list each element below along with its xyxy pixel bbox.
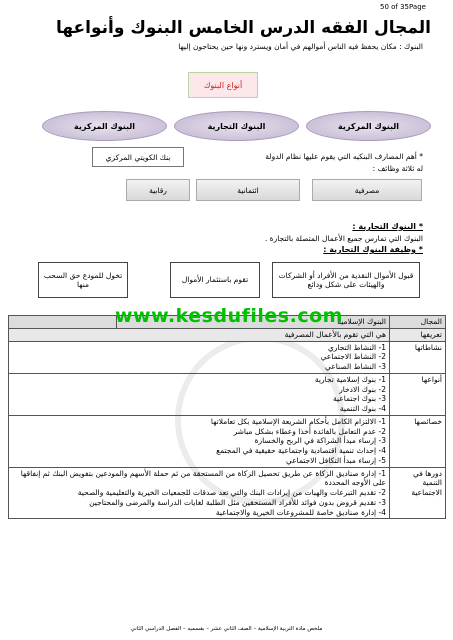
commercial-banks-heading: * البنوك التجارية :	[352, 222, 423, 231]
row-content	[9, 328, 390, 341]
row-line: 3- بنوك اجتماعية	[332, 394, 386, 404]
islamic-banks-table	[8, 315, 446, 519]
row-line: 2- تقديم التبرعات والهبات من إيرادات البنك والتي تعد صدقات للجمعيات الخيرية والتعليمية والصحية	[77, 488, 386, 497]
row-label: نشاطاتها	[390, 341, 446, 373]
commercial-banks-definition: البنوك التي تمارس جميع الأعمال المتصلة بالتجارة .	[264, 234, 423, 243]
table-row	[9, 328, 446, 341]
row-label: دورها في التنمية الاجتماعية	[390, 467, 446, 519]
table-header-islamic-banks: البنوك الإسلامية	[117, 316, 390, 329]
row-label: تعريفها	[390, 328, 446, 341]
row-line: 3- النشاط الصناعي	[325, 362, 386, 371]
row-line: 5- إرساء مبدأ التكافل الاجتماعي	[285, 455, 386, 465]
watermark-url: www.kesdufiles.com	[115, 305, 343, 327]
row-line: 2- عدم التعامل بالفائدة أخذا وعطاء بشكل مباشر	[233, 426, 386, 436]
central-bank-example: بنك الكويتي المركزي	[92, 147, 184, 167]
page-title: المجال الفقه الدرس الخامس البنوك وأنواعها	[55, 18, 431, 38]
row-line: 1- بنوك إسلامية تجارية	[314, 374, 386, 384]
function-credit: ائتمانية	[196, 179, 300, 201]
row-line: هي التي تقوم بالأعمال المصرفية	[284, 329, 386, 339]
table-header-field: المجال	[390, 316, 446, 329]
task-withdrawal: تخول للمودع حق السحب منها	[38, 262, 128, 298]
row-line: 1- إدارة صناديق الزكاة عن طريق تحصيل الزكاة من المستحقة من ثم حملة الأسهم والمودعين بتفويض البنك ثم إنفاقها على الأوجه المحددة	[20, 468, 386, 488]
row-line: 1- الالتزام الكامل بأحكام الشريعة الإسلامية بكل تعاملاتها	[210, 416, 386, 426]
page-number: 50 of 35Page	[380, 3, 426, 11]
function-banking: مصرفية	[312, 179, 422, 201]
row-content	[9, 415, 390, 467]
row-line: 4- بنوك التنمية	[339, 404, 386, 413]
row-content	[9, 373, 390, 415]
row-line: 3- تقديم قروض بدون فوائد للأفراد المستحقين مثل الطلبة لغايات الدراسة والمرضى والمحتاجين	[89, 497, 386, 507]
table-row	[9, 415, 446, 467]
banks-definition: البنوك : مكان يحفظ فيه الناس أموالهم في أمان ويسترد ونها حين يحتاجون إليها	[178, 42, 423, 51]
row-line: 3- إرساء مبدأ الشراكة في الربح والخسارة	[254, 436, 386, 446]
row-line: 2- بنوك الادخار	[339, 384, 386, 394]
functions-intro: له ثلاثة وظائف :	[372, 164, 423, 173]
row-content	[9, 341, 390, 373]
row-content	[9, 467, 390, 519]
ellipse-commercial-banks: البنوك التجارية	[174, 111, 299, 141]
task-investment: تقوم باستثمار الأموال	[170, 262, 260, 298]
commercial-tasks-heading: * وظيفة البنوك التجارية :	[323, 245, 423, 254]
row-line: 4- إدارة صناديق خاصة للمشروعات الخيرية والاجتماعية	[215, 507, 386, 517]
function-oversight: رقابية	[126, 179, 190, 201]
task-deposits: قبول الأموال النقدية من الأفراد أو الشركات والهيئات على شكل ودائع	[272, 262, 420, 298]
table-header-empty	[9, 316, 117, 329]
table-row	[9, 373, 446, 415]
page-footer: ملخص مادة التربية الإسلامية – الصف الثاني عشر – بقسميه – الفصل الدراسي الثاني	[130, 626, 323, 632]
ellipse-central-banks-1: البنوك المركزية	[306, 111, 431, 141]
ellipse-central-banks-2: البنوك المركزية	[42, 111, 167, 141]
central-bank-definition: * أهم المصارف البنكيه التي يقوم عليها نظام الدولة	[265, 152, 423, 161]
row-label: خصائصها	[390, 415, 446, 467]
table-row	[9, 467, 446, 519]
bank-types-box: أنواع البنوك	[188, 72, 258, 98]
row-label: أنواعها	[390, 373, 446, 415]
table-row	[9, 341, 446, 373]
row-line: 2- النشاط الاجتماعي	[320, 352, 386, 362]
row-line: 1- النشاط التجاري	[327, 342, 386, 352]
row-line: 4- إحداث تنمية اقتصادية واجتماعية حقيقية في المجتمع	[216, 446, 386, 455]
